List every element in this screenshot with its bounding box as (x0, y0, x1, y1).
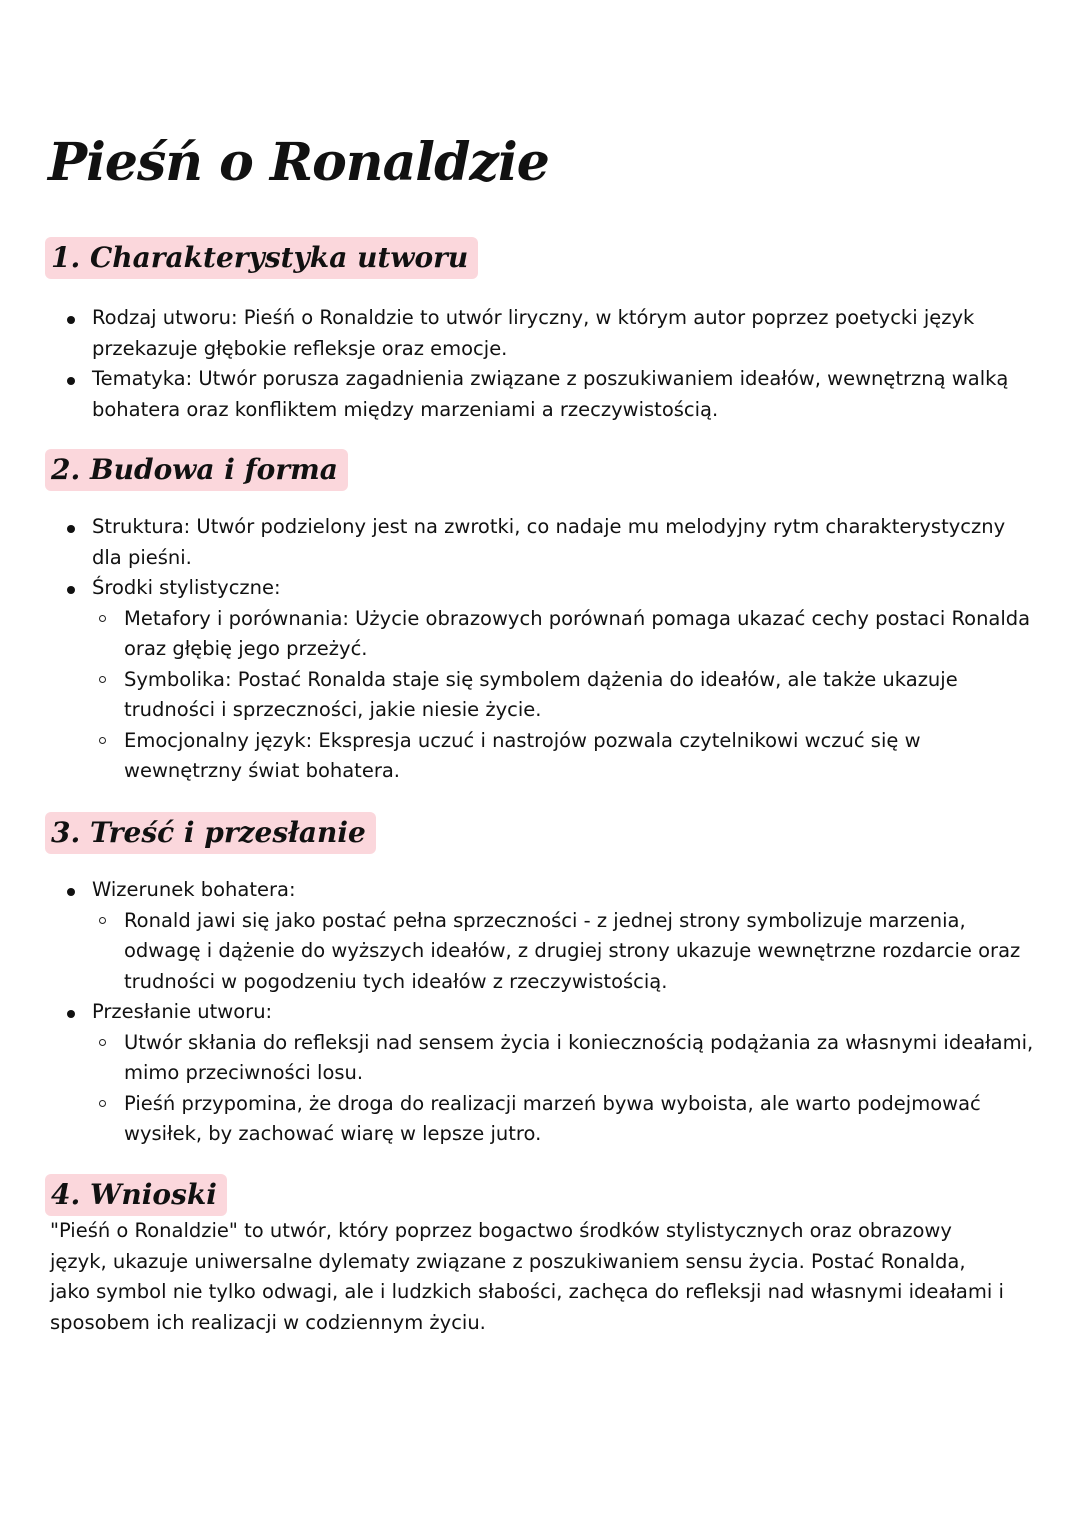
bullet-list (50, 303, 1040, 425)
list-item-label: Środki stylistyczne: (92, 576, 281, 599)
list-item: Rodzaj utworu: Pieśń o Ronaldzie to utwór liryczny, w którym autor poprzez poetycki język przekazuje głębokie refleksje oraz emocje. (50, 303, 1040, 364)
list-item: Tematyka: Utwór porusza zagadnienia związane z poszukiwaniem ideałów, wewnętrzną walką bohatera oraz konfliktem między marzeniami a rzeczywistością. (50, 364, 1040, 425)
sub-bullet-list (92, 1028, 1040, 1150)
sub-list-item: Ronald jawi się jako postać pełna sprzeczności - z jednej strony symbolizuje marzenia, odwagę i dążenie do wyższych ideałów, z drugiej strony ukazuje wewnętrzne rozdarcie oraz trudności w pogodzeniu tych ideałów z rzeczywistością. (92, 906, 1040, 998)
conclusions-paragraph: "Pieśń o Ronaldzie" to utwór, który poprzez bogactwo środków stylistycznych oraz obrazowy język, ukazuje uniwersalne dylematy związane z poszukiwaniem sensu życia. Postać Ronalda, jako symbol nie tylko odwagi, ale i ludzkich słabości, zachęca do refleksji nad własnymi ideałami i sposobem ich realizacji w codziennym życiu. (50, 1219, 1004, 1334)
section-content-message-content (50, 875, 1040, 1150)
sub-list-item: Emocjonalny język: Ekspresja uczuć i nastrojów pozwala czytelnikowi wczuć się w wewnętrzny świat bohatera. (92, 726, 1040, 787)
list-item (50, 997, 1040, 1150)
list-item (50, 573, 1040, 787)
bullet-list (50, 875, 1040, 1150)
sub-list-item: Utwór skłania do refleksji nad sensem życia i koniecznością podążania za własnymi ideałami, mimo przeciwności losu. (92, 1028, 1040, 1089)
list-item-label: Przesłanie utworu: (92, 1000, 273, 1023)
section-heading-characteristics: 1. Charakterystyka utworu (45, 237, 478, 279)
list-item (50, 875, 1040, 997)
bullet-list (50, 512, 1040, 787)
sub-list-item: Pieśń przypomina, że droga do realizacji marzeń bywa wyboista, ale warto podejmować wysiłek, by zachować wiarę w lepsze jutro. (92, 1089, 1040, 1150)
list-item: Struktura: Utwór podzielony jest na zwrotki, co nadaje mu melodyjny rytm charakterystyczny dla pieśni. (50, 512, 1040, 573)
sub-list-item: Metafory i porównania: Użycie obrazowych porównań pomaga ukazać cechy postaci Ronalda oraz głębię jego przeżyć. (92, 604, 1040, 665)
sub-bullet-list (92, 604, 1040, 787)
sub-bullet-list (92, 906, 1040, 998)
section-characteristics-content (50, 303, 1040, 425)
list-item-label: Wizerunek bohatera: (92, 878, 296, 901)
section-heading-conclusions: 4. Wnioski (45, 1174, 227, 1216)
section-structure-content (50, 512, 1040, 787)
sub-list-item: Symbolika: Postać Ronalda staje się symbolem dążenia do ideałów, ale także ukazuje trudności i sprzeczności, jakie niesie życie. (92, 665, 1040, 726)
section-heading-structure: 2. Budowa i forma (45, 449, 348, 491)
section-heading-content-message: 3. Treść i przesłanie (45, 812, 376, 854)
page-title: Pieśń o Ronaldzie (48, 132, 549, 193)
